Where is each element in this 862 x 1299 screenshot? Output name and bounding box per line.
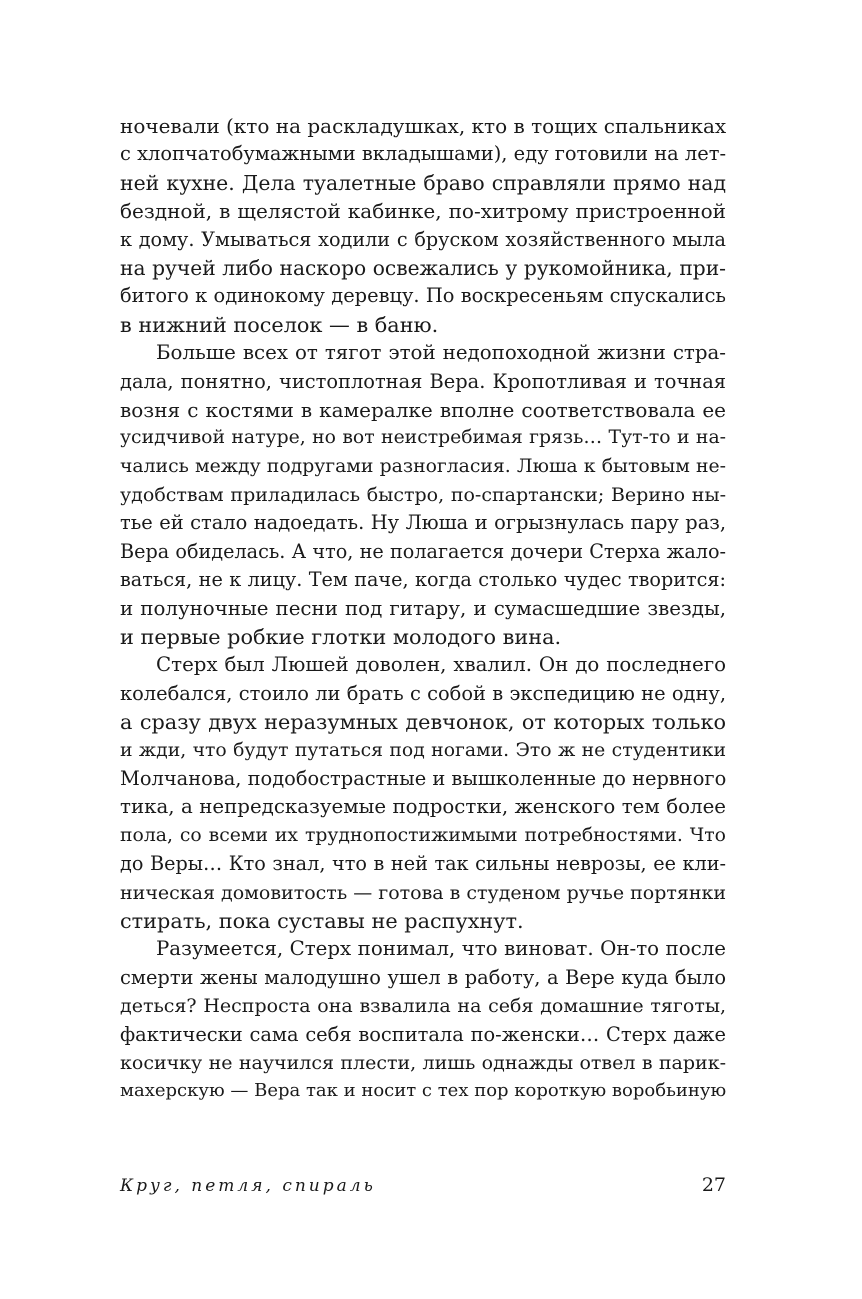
text-line: а сразу двух неразумных девчонок, от которых только — [120, 710, 726, 735]
text-line: дала, понятно, чистоплотная Вера. Кропотливая и точная — [120, 369, 726, 393]
text-line: косичку не научился плести, лишь однажды отвел в парик- — [120, 1051, 726, 1074]
text-line: ней кухне. Дела туалетные браво справляли прямо над — [120, 170, 726, 195]
text-line: деться? Неспроста она взвалила на себя домашние тяготы, — [120, 995, 726, 1018]
text-line: стирать, пока суставы не распухнут. — [120, 908, 524, 933]
text-line: колебался, стоило ли брать с собой в экспедицию не одну, — [120, 681, 726, 705]
text-line: на ручей либо наскоро освежались у рукомойника, при- — [120, 255, 726, 280]
text-line: чались между подругами разногласия. Люша к бытовым не- — [120, 455, 726, 477]
text-line: бездной, в щелястой кабинке, по-хитрому пристроенной — [120, 199, 726, 224]
text-line: удобствам приладилась быстро, по-спартански; Верино ны- — [120, 484, 726, 507]
text-line: битого к одинокому деревцу. По воскресеньям спускались — [120, 284, 726, 308]
text-line: тье ей стало надоедать. Ну Люша и огрызнулась пару раз, — [120, 511, 726, 535]
text-line: с хлопчатобумажными вкладышами), еду готовили на лет- — [120, 142, 726, 166]
text-line: к дому. Умываться ходили с бруском хозяйственного мыла — [120, 227, 726, 251]
text-line: Молчанова, подобострастные и вышколенные до нервного — [120, 766, 727, 790]
text-line: в нижний поселок — в баню. — [120, 312, 439, 337]
text-line: тика, а непредсказуемые подростки, женского тем более — [120, 795, 726, 819]
text-line: фактически сама себя воспитала по-женски… Стерх даже — [120, 1022, 726, 1046]
text-line: ваться, не к лицу. Тем паче, когда столько чудес творится: — [120, 568, 726, 592]
text-line: махерскую — Вера так и носит с тех пор короткую воробьиную — [120, 1080, 727, 1102]
text-line: ночевали (кто на раскладушках, кто в тощих спальниках — [120, 114, 727, 138]
text-line: и полуночные песни под гитару, и сумасшедшие звезды, — [120, 596, 726, 620]
paragraph-first-line: Разумеется, Стерх понимал, что виноват. Он-то после — [156, 937, 726, 961]
body-text — [120, 112, 726, 1106]
running-title: Круг, петля, спираль — [120, 1176, 376, 1196]
text-line: смерти жены малодушно ушел в работу, а Вере куда было — [120, 965, 726, 989]
paragraph-first-line: Больше всех от тягот этой недопоходной жизни стра- — [156, 341, 726, 365]
text-line: ническая домовитость — готова в студеном ручье портянки — [120, 881, 727, 904]
page-number: 27 — [701, 1174, 726, 1196]
text-line: усидчивой натуре, но вот неистребимая грязь… Тут-то и на- — [120, 427, 726, 449]
text-line: пола, со всеми их труднопостижимыми потребностями. Что — [120, 824, 726, 846]
text-line: и жди, что будут путаться под ногами. Это ж не студентики — [120, 739, 726, 761]
paragraph-first-line: Стерх был Люшей доволен, хвалил. Он до последнего — [156, 653, 726, 677]
text-line: и первые робкие глотки молодого вина. — [120, 625, 562, 650]
text-line: до Веры… Кто знал, что в ней так сильны неврозы, ее кли- — [120, 852, 726, 876]
text-line: возня с костями в камералке вполне соответствовала ее — [120, 397, 726, 422]
text-line: Вера обиделась. А что, не полагается дочери Стерха жало- — [120, 539, 726, 563]
